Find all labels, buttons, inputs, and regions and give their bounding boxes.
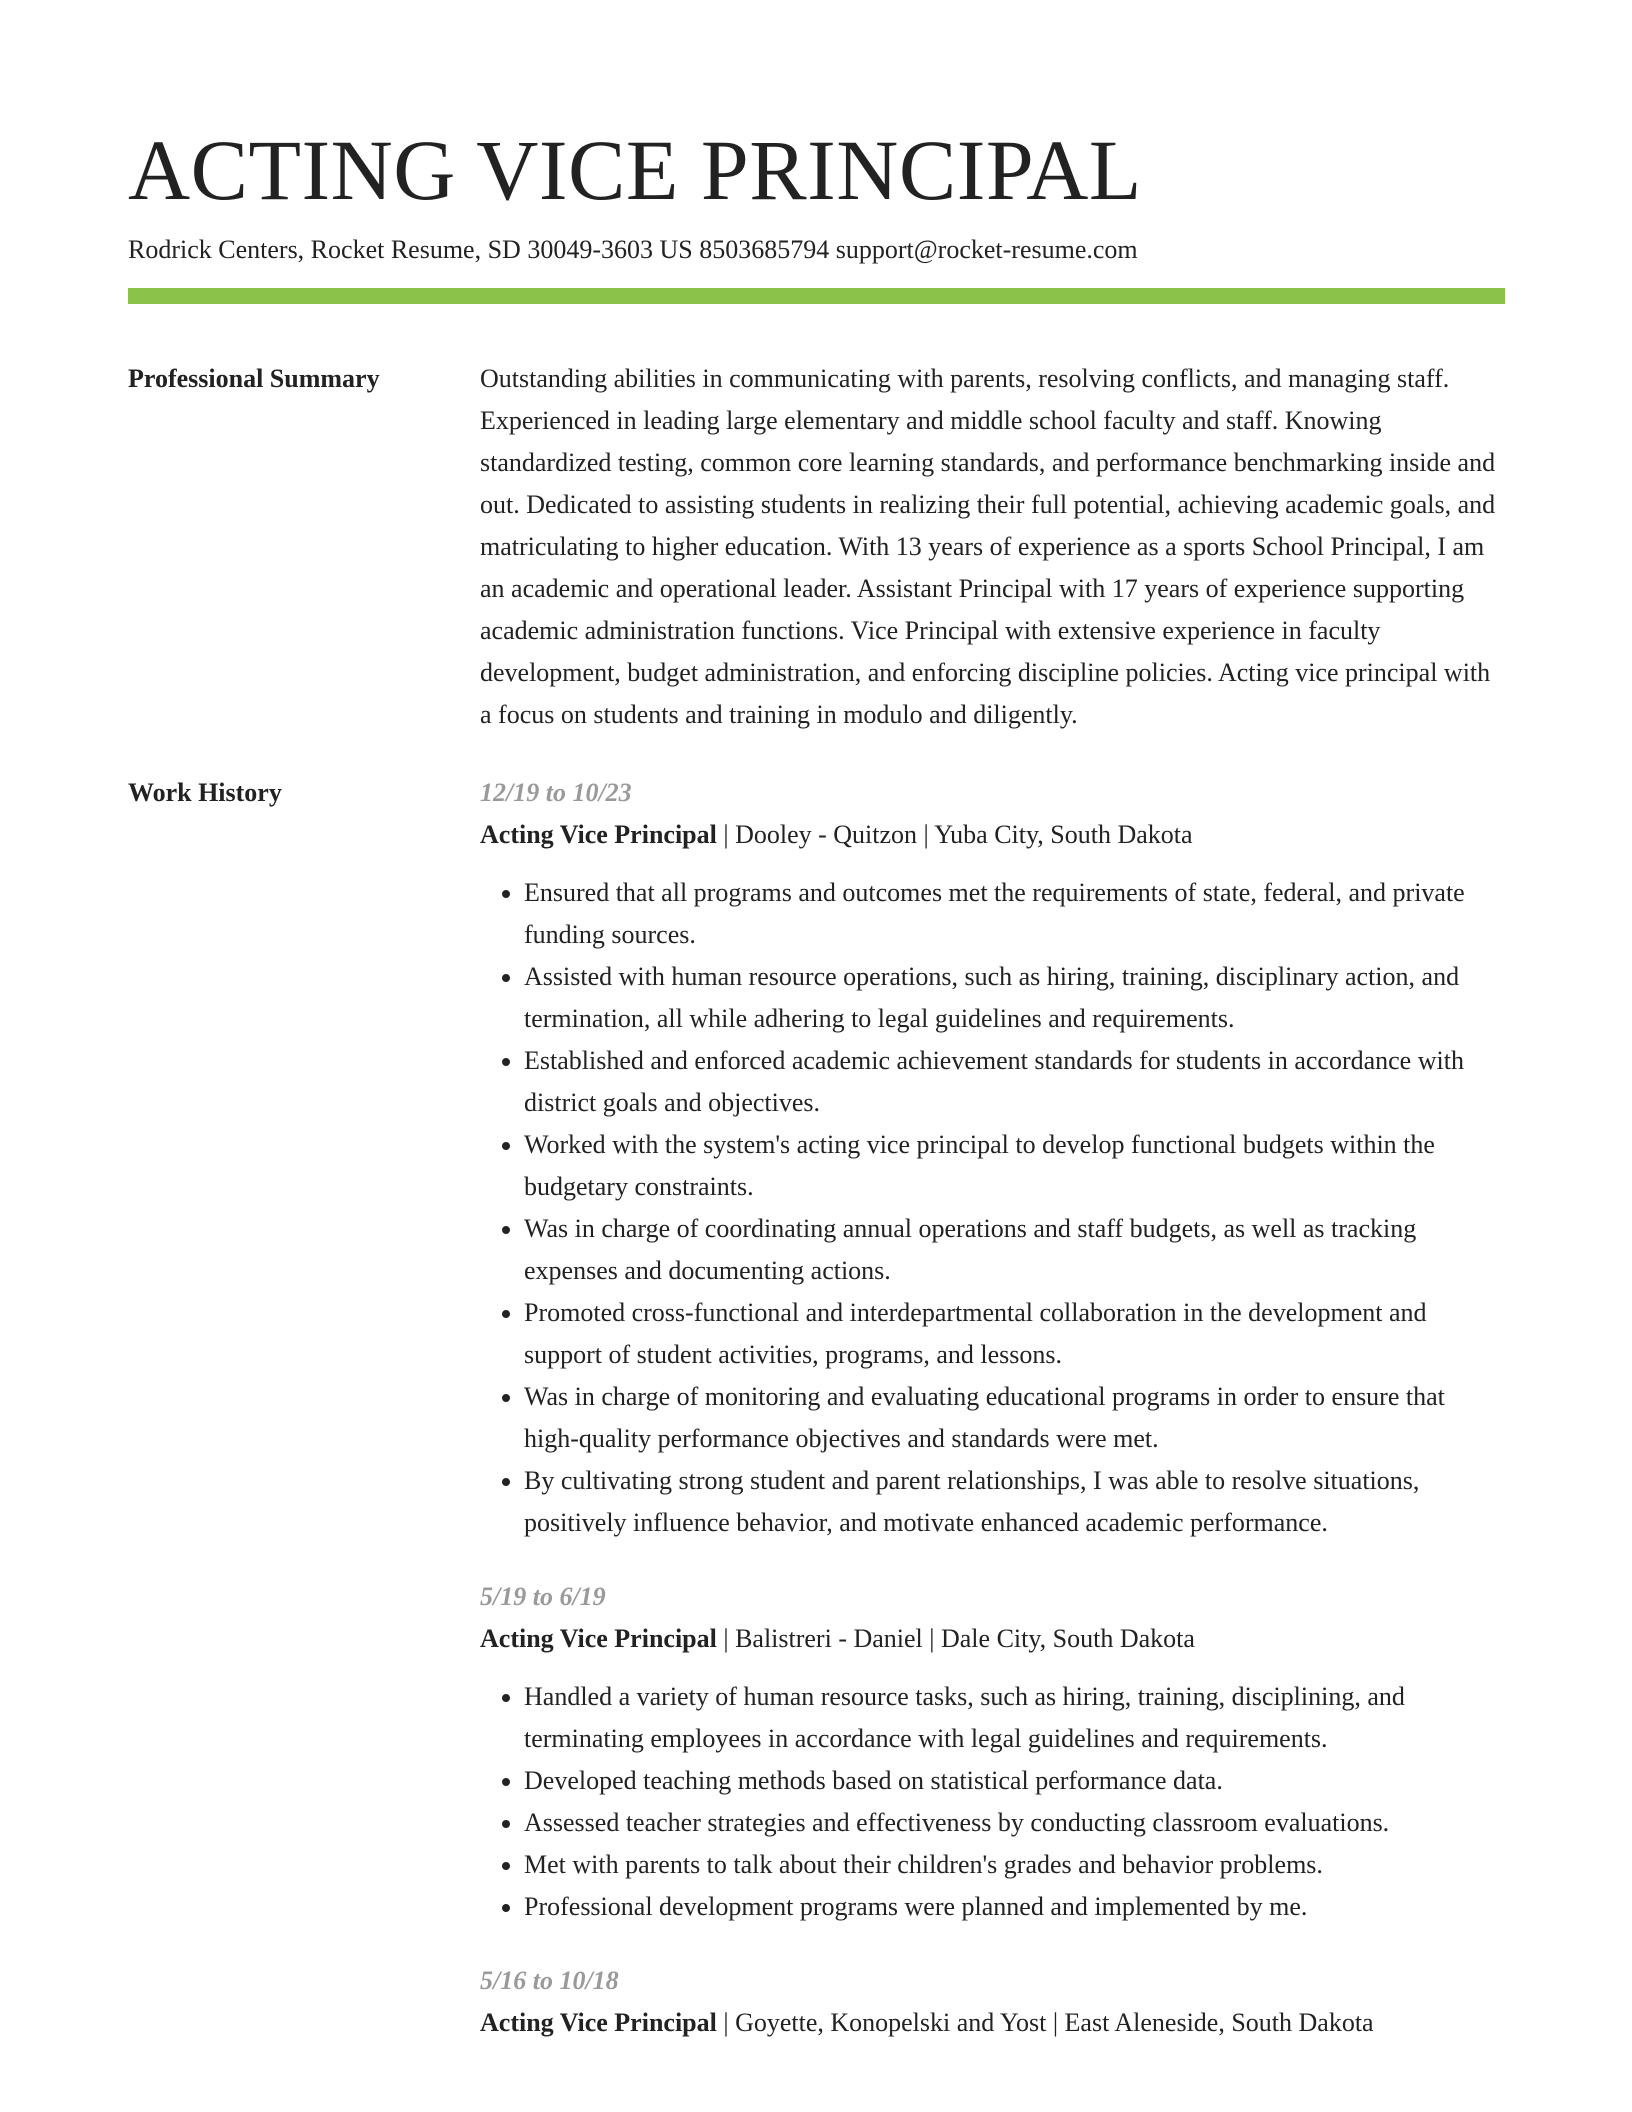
job-bullet: • Was in charge of coordinating annual operations and staff budgets, as well as tracking expenses and documenting actions. [524, 1208, 1505, 1292]
resume-title: ACTING VICE PRINCIPAL [128, 122, 1142, 218]
job-dates: 5/19 to 6/19 [480, 1582, 606, 1611]
job-bullet: • Assessed teacher strategies and effectiveness by conducting classroom evaluations. [524, 1802, 1505, 1844]
job-heading [480, 2002, 1505, 2044]
job-bullet: • Handled a variety of human resource tasks, such as hiring, training, disciplining, and terminating employees in accordance with legal guidelines and requirements. [524, 1676, 1505, 1760]
summary-section [128, 358, 1505, 736]
job-details: | Goyette, Konopelski and Yost | East Aleneside, South Dakota [716, 2008, 1374, 2037]
summary-text: Outstanding abilities in communicating with parents, resolving conflicts, and managing staff. Experienced in leading large elementary and middle school faculty and staff. Knowing standardized testing, common core learning standards, and performance benchmarking inside and out. Dedicated to assisting students in realizing their full potential, achieving academic goals, and matriculating to higher education. With 13 years of experience as a sports School Principal, I am an academic and operational leader. Assistant Principal with 17 years of experience supporting academic administration functions. Vice Principal with extensive experience in faculty development, budget administration, and enforcing discipline policies. Acting vice principal with a focus on students and training in modulo and diligently. [480, 364, 1496, 729]
job-bullet: • Promoted cross-functional and interdepartmental collaboration in the development and support of student activities, programs, and lessons. [524, 1292, 1505, 1376]
work-history-section [128, 772, 1505, 2044]
job-dates: 5/16 to 10/18 [480, 1966, 619, 1995]
job-bullet: • Professional development programs were planned and implemented by me. [524, 1886, 1505, 1928]
job-heading [480, 814, 1505, 856]
job-bullet: • Was in charge of monitoring and evaluating educational programs in order to ensure that high-quality performance objectives and standards were met. [524, 1376, 1505, 1460]
job-bullet: • By cultivating strong student and parent relationships, I was able to resolve situations, positively influence behavior, and motivate enhanced academic performance. [524, 1460, 1505, 1544]
job-bullet: • Developed teaching methods based on statistical performance data. [524, 1760, 1505, 1802]
job-heading [480, 1618, 1505, 1660]
job-bullets [480, 872, 1505, 1544]
job-bullet: • Worked with the system's acting vice principal to develop functional budgets within the budgetary constraints. [524, 1124, 1505, 1208]
summary-label: Professional Summary [128, 364, 380, 393]
job-entry [480, 1576, 1505, 1928]
resume-page [128, 118, 1505, 2044]
job-details: | Balistreri - Daniel | Dale City, South Dakota [716, 1624, 1195, 1653]
contact-line: Rodrick Centers, Rocket Resume, SD 30049-3603 US 8503685794 support@rocket-resume.com [128, 235, 1138, 264]
job-entry [480, 1960, 1505, 2044]
job-bullet: • Ensured that all programs and outcomes met the requirements of state, federal, and private funding sources. [524, 872, 1505, 956]
job-dates: 12/19 to 10/23 [480, 778, 632, 807]
job-bullet: • Met with parents to talk about their children's grades and behavior problems. [524, 1844, 1505, 1886]
job-details: | Dooley - Quitzon | Yuba City, South Dakota [716, 820, 1193, 849]
job-entry [480, 772, 1505, 1544]
job-bullet: • Established and enforced academic achievement standards for students in accordance with district goals and objectives. [524, 1040, 1505, 1124]
header-divider [128, 288, 1505, 304]
job-bullets [480, 1676, 1505, 1928]
job-title: Acting Vice Principal [480, 2008, 717, 2037]
job-list [480, 772, 1505, 2044]
work-history-label: Work History [128, 778, 282, 807]
job-bullet: • Assisted with human resource operations, such as hiring, training, disciplinary action, and termination, all while adhering to legal guidelines and requirements. [524, 956, 1505, 1040]
job-title: Acting Vice Principal [480, 1624, 717, 1653]
job-title: Acting Vice Principal [480, 820, 717, 849]
